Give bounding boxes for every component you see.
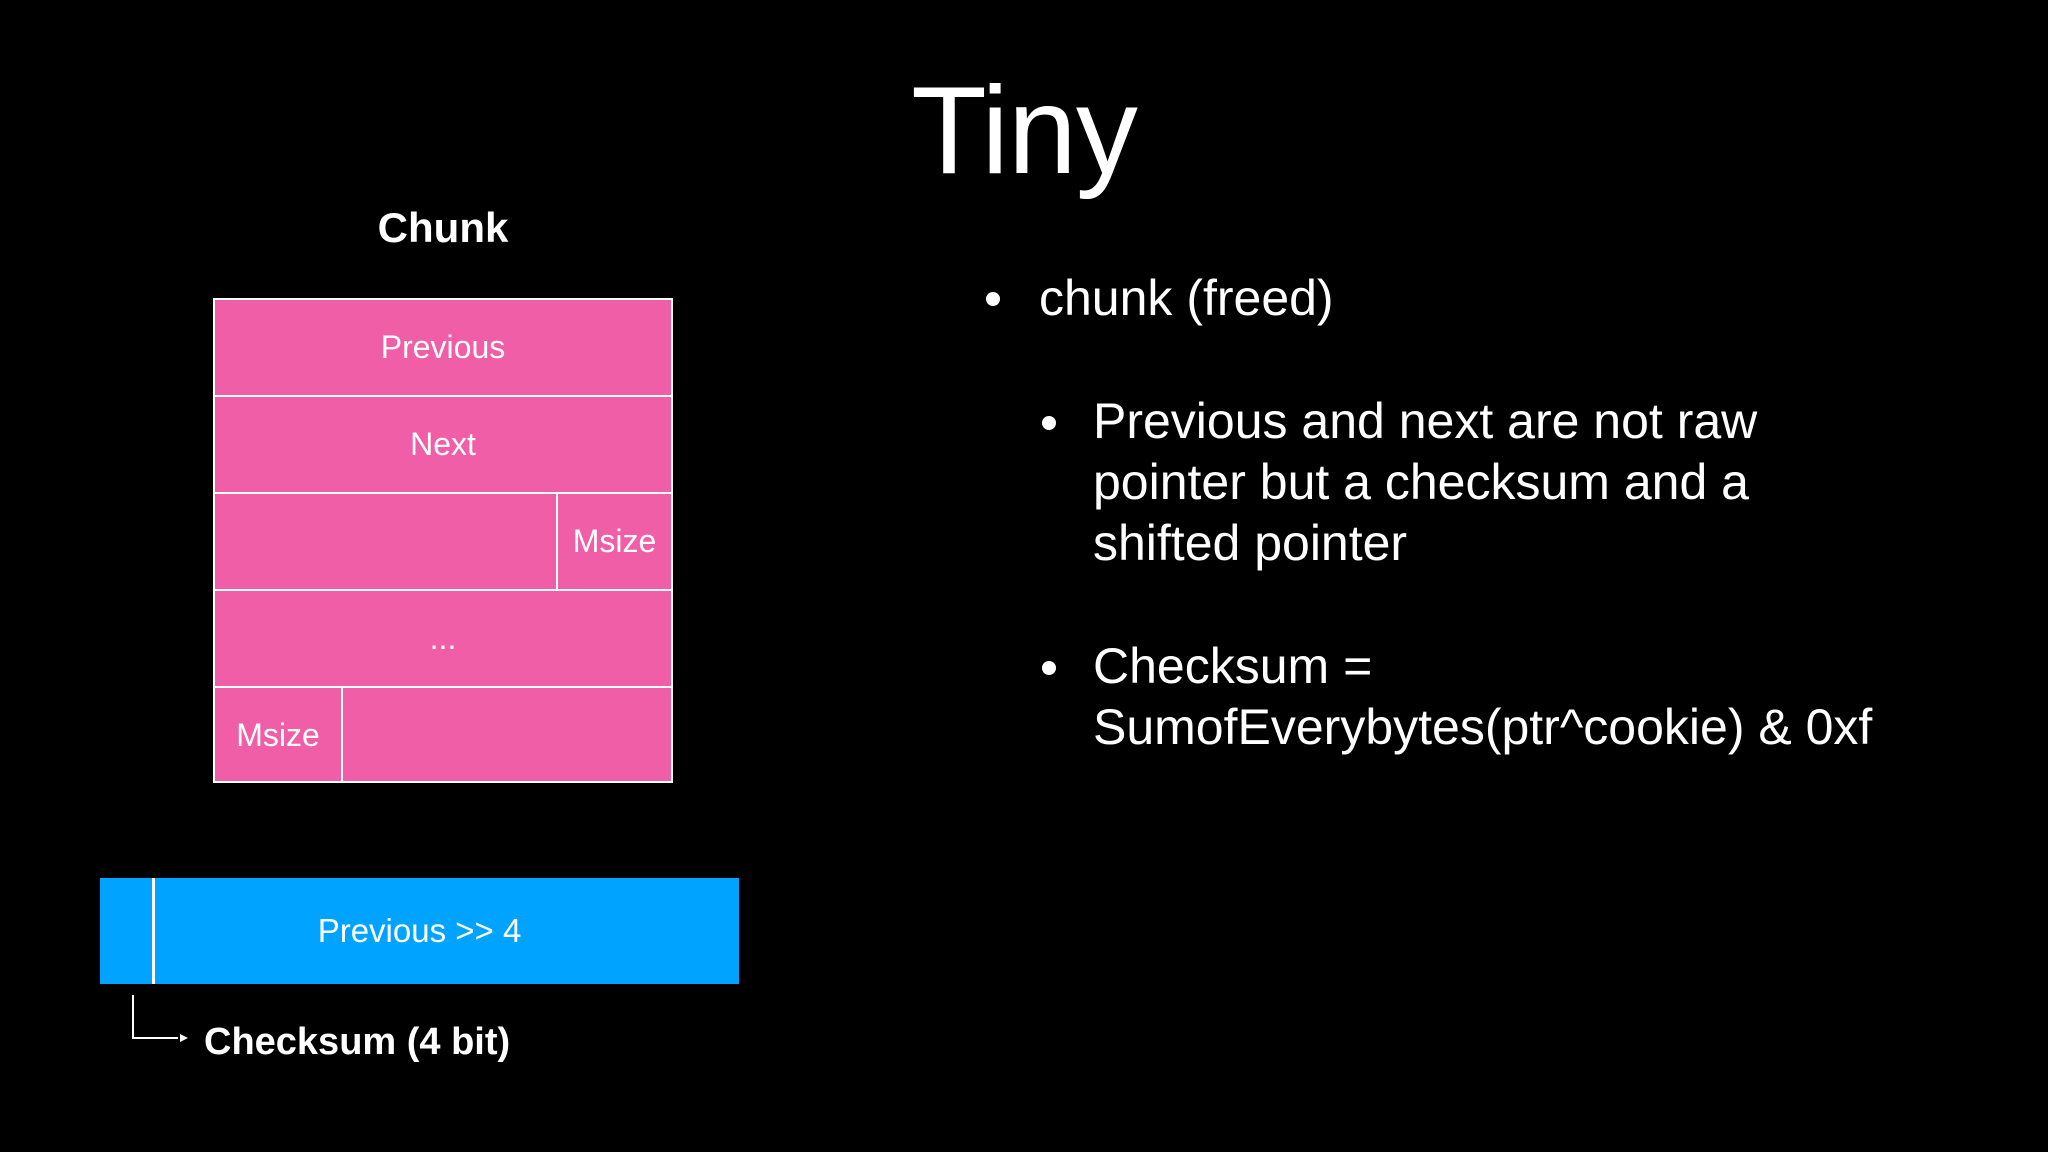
bullet-level1: chunk (freed)	[1039, 270, 1334, 326]
chunk-cell-msize-left: Msize	[215, 688, 343, 783]
chunk-row-previous-label: Previous	[380, 329, 506, 365]
checksum-arrow-icon	[130, 995, 190, 1043]
bullet-dot-icon	[986, 292, 1000, 306]
bullet-level2-item1-line3: shifted pointer	[1093, 515, 1408, 571]
chunk-row-msize-right	[215, 494, 671, 591]
bullet-dot-icon	[1042, 416, 1056, 430]
shifted-pointer-label: Previous >> 4	[317, 912, 522, 949]
chunk-cell-msize-right: Msize	[572, 523, 657, 559]
chunk-diagram	[213, 298, 673, 783]
chunk-cell-empty	[215, 494, 558, 589]
chunk-row-next	[215, 397, 671, 494]
chunk-row-next-label: Next	[410, 426, 476, 462]
chunk-cell-empty-2	[343, 688, 671, 783]
slide-title: Tiny	[911, 62, 1137, 200]
chunk-heading: Chunk	[377, 204, 509, 251]
chunk-row-msize-left	[215, 688, 671, 785]
bullet-level2-item1-line1: Previous and next are not raw	[1093, 393, 1758, 449]
bullet-level2-item1-line2: pointer but a checksum and a	[1093, 454, 1749, 510]
chunk-row-previous	[215, 300, 671, 397]
chunk-row-ellipsis	[215, 591, 671, 688]
bullet-dot-icon	[1042, 661, 1056, 675]
checksum-label: Checksum (4 bit)	[204, 1021, 511, 1063]
shifted-pointer-bar	[100, 878, 739, 984]
bullet-level2-item2-line1: Checksum =	[1093, 638, 1373, 694]
bullet-level2-item2-line2: SumofEverybytes(ptr^cookie) & 0xf	[1093, 699, 1873, 755]
chunk-row-ellipsis-label: ...	[429, 620, 457, 656]
